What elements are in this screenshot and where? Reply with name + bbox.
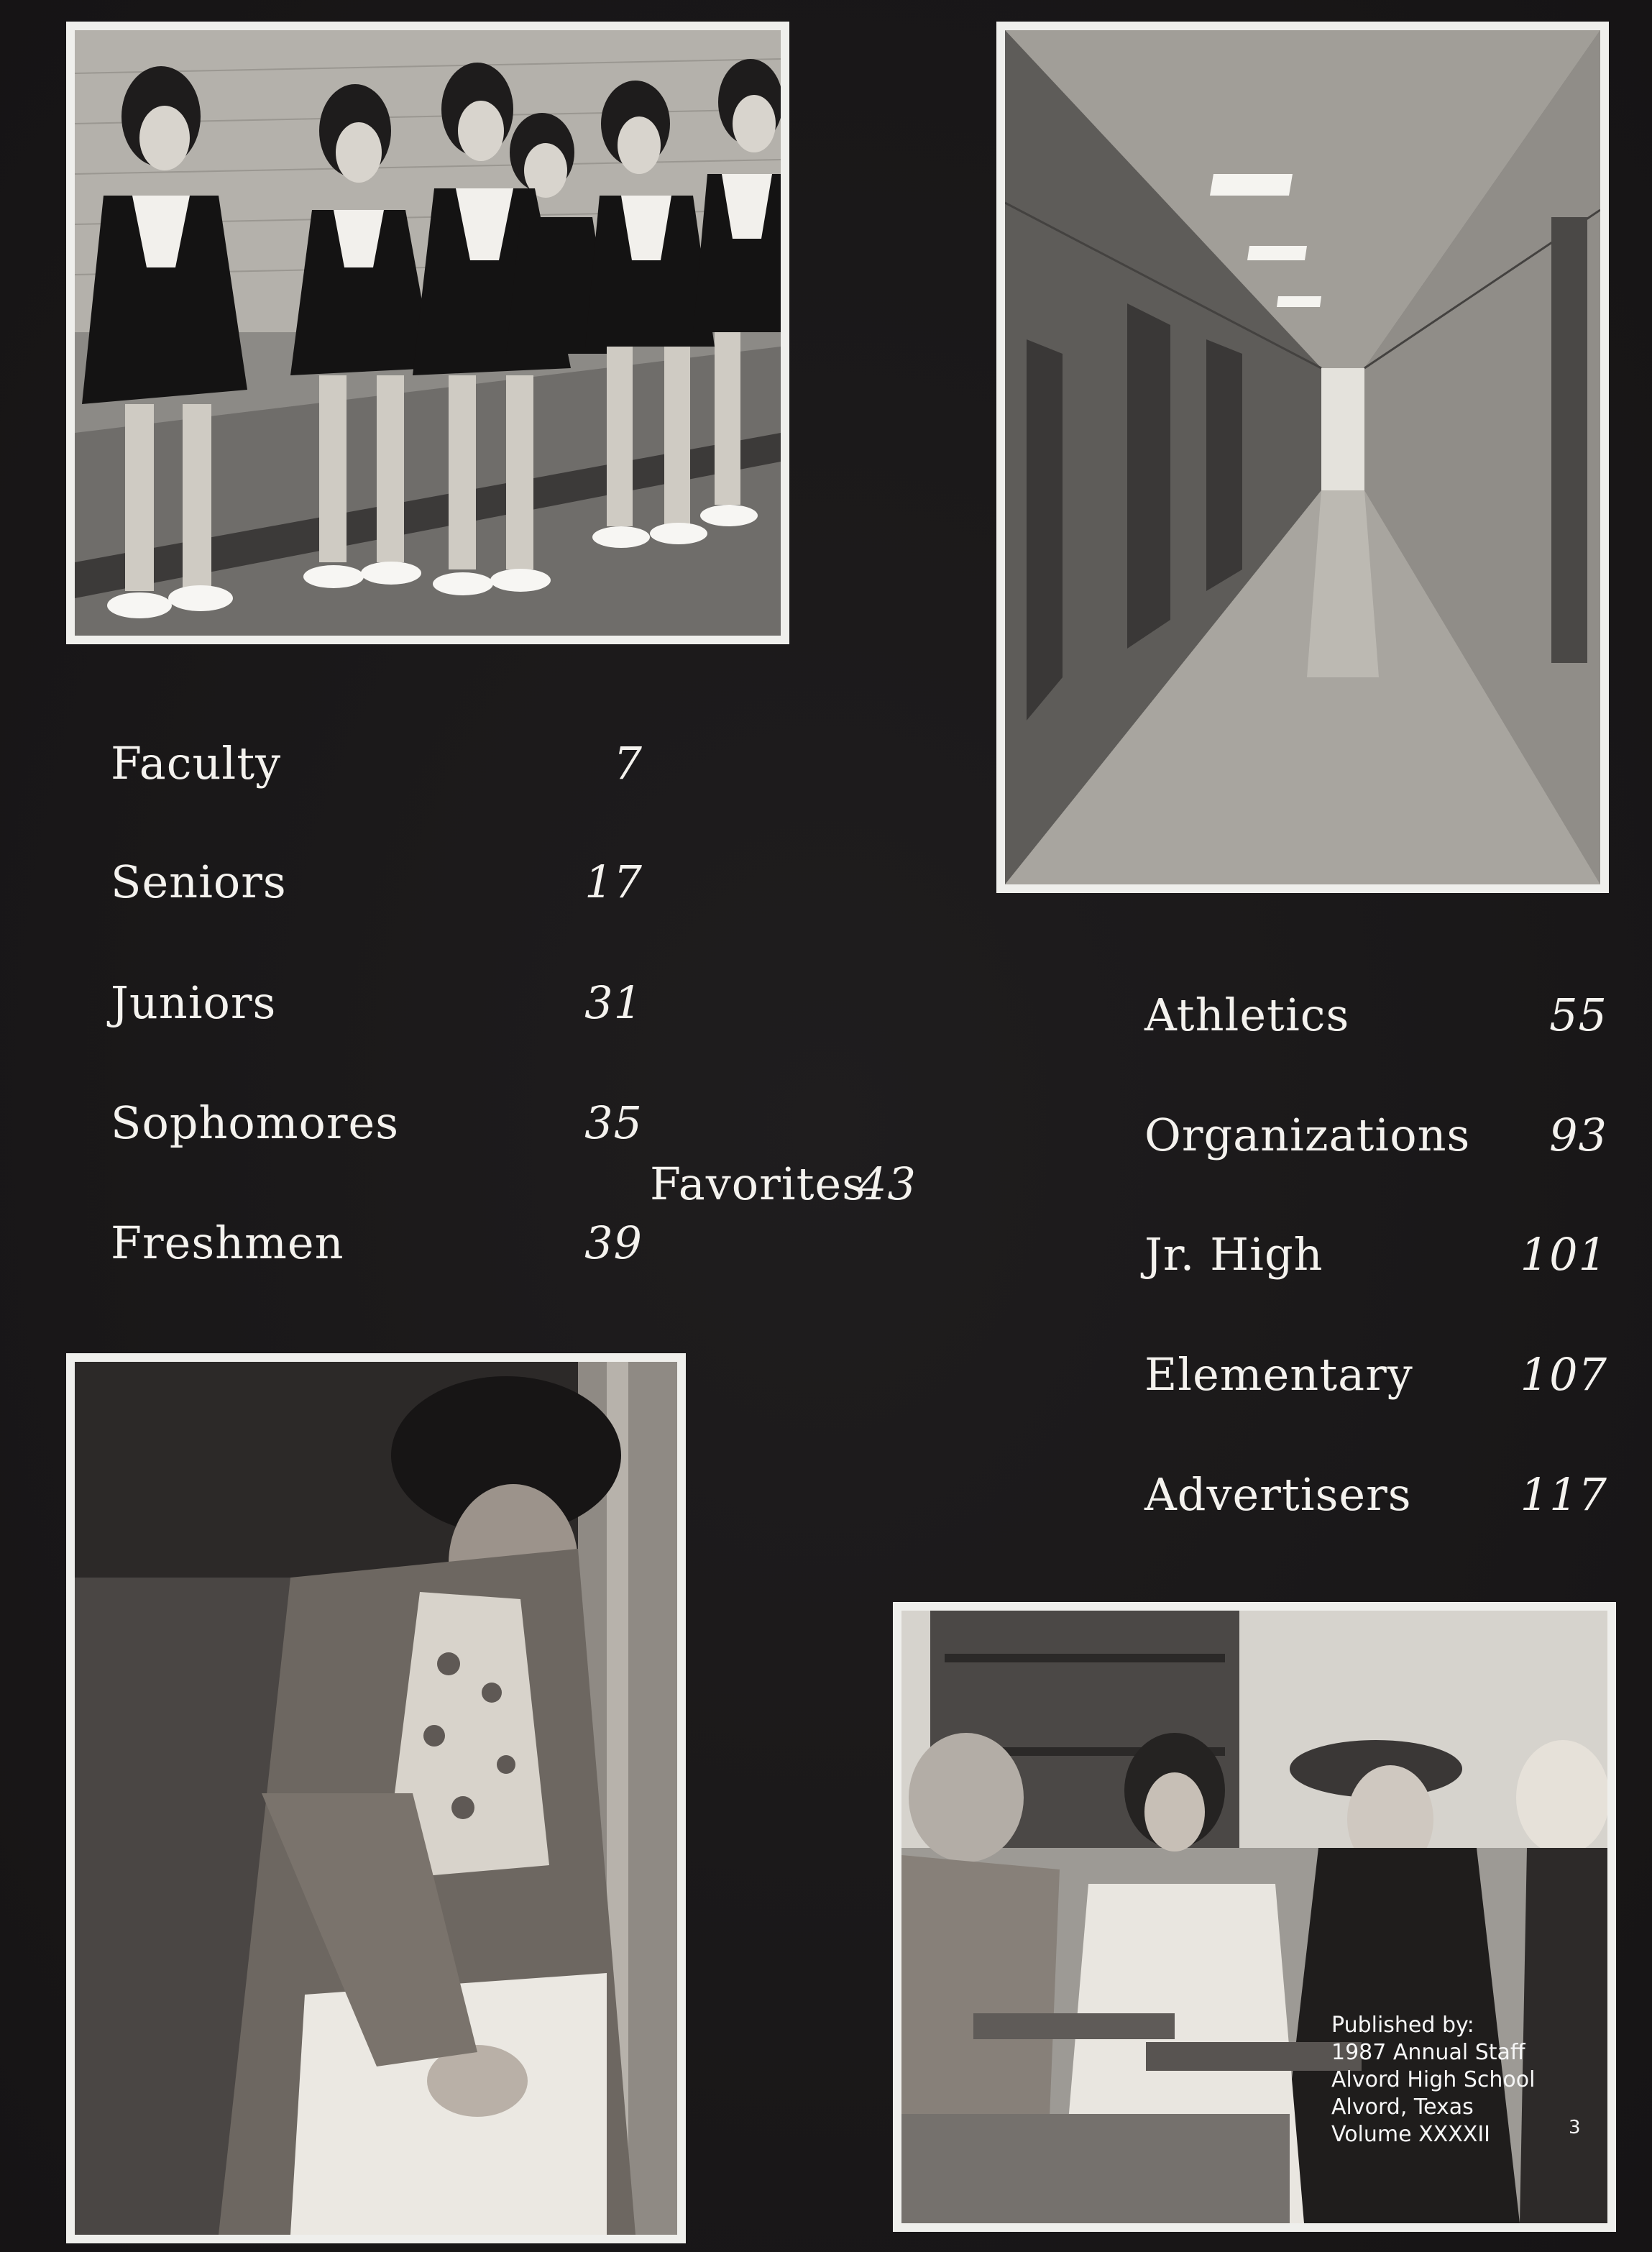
teacher-image xyxy=(75,1362,677,2235)
toc-page-number: 107 xyxy=(1520,1348,1607,1401)
publisher-credits xyxy=(1331,2012,1569,2148)
hallway-image xyxy=(1005,30,1600,884)
toc-page-number: 93 xyxy=(1549,1109,1607,1161)
toc-item-juniors xyxy=(111,976,643,1041)
cheerleaders-image xyxy=(75,30,781,636)
publisher-line: Alvord High School xyxy=(1331,2067,1536,2092)
photo-teacher xyxy=(66,1353,686,2243)
toc-item-jr-high xyxy=(1144,1228,1619,1293)
toc-label: Jr. High xyxy=(1144,1228,1323,1281)
toc-page-number: 17 xyxy=(584,856,643,908)
toc-item-faculty xyxy=(111,737,643,802)
publisher-line: Alvord, Texas xyxy=(1331,2095,1474,2120)
toc-label: Organizations xyxy=(1144,1109,1471,1161)
publisher-line: 1987 Annual Staff xyxy=(1331,2040,1525,2065)
toc-page-number: 39 xyxy=(584,1217,643,1269)
toc-page-number: 7 xyxy=(613,737,643,789)
toc-label: Athletics xyxy=(1144,989,1350,1041)
toc-page-number: 31 xyxy=(584,976,643,1029)
toc-item-seniors xyxy=(111,856,643,920)
toc-page-number: 43 xyxy=(858,1158,917,1210)
toc-page-number: 117 xyxy=(1520,1468,1607,1521)
page-number: 3 xyxy=(1569,2117,1581,2138)
toc-item-athletics xyxy=(1144,989,1619,1053)
photo-hallway xyxy=(996,22,1609,893)
toc-label: Favorites xyxy=(650,1158,866,1210)
toc-label: Juniors xyxy=(111,976,277,1029)
toc-page-number: 101 xyxy=(1520,1228,1607,1281)
toc-label: Advertisers xyxy=(1144,1468,1412,1521)
toc-label: Faculty xyxy=(111,737,282,789)
toc-label: Elementary xyxy=(1144,1348,1413,1401)
publisher-line: Volume XXXXII xyxy=(1331,2122,1491,2147)
toc-label: Freshmen xyxy=(111,1217,344,1269)
publisher-line: Published by: xyxy=(1331,2013,1474,2038)
toc-label: Sophomores xyxy=(111,1097,400,1149)
toc-page-number: 35 xyxy=(584,1097,643,1149)
toc-label: Seniors xyxy=(111,856,287,908)
toc-item-advertisers xyxy=(1144,1468,1619,1533)
toc-item-organizations xyxy=(1144,1109,1619,1173)
toc-item-elementary xyxy=(1144,1348,1619,1413)
toc-item-freshmen xyxy=(111,1217,643,1281)
toc-page-number: 55 xyxy=(1549,989,1607,1041)
toc-item-sophomores xyxy=(111,1097,643,1161)
photo-cheerleaders xyxy=(66,22,789,644)
toc-item-favorites xyxy=(650,1158,1009,1222)
